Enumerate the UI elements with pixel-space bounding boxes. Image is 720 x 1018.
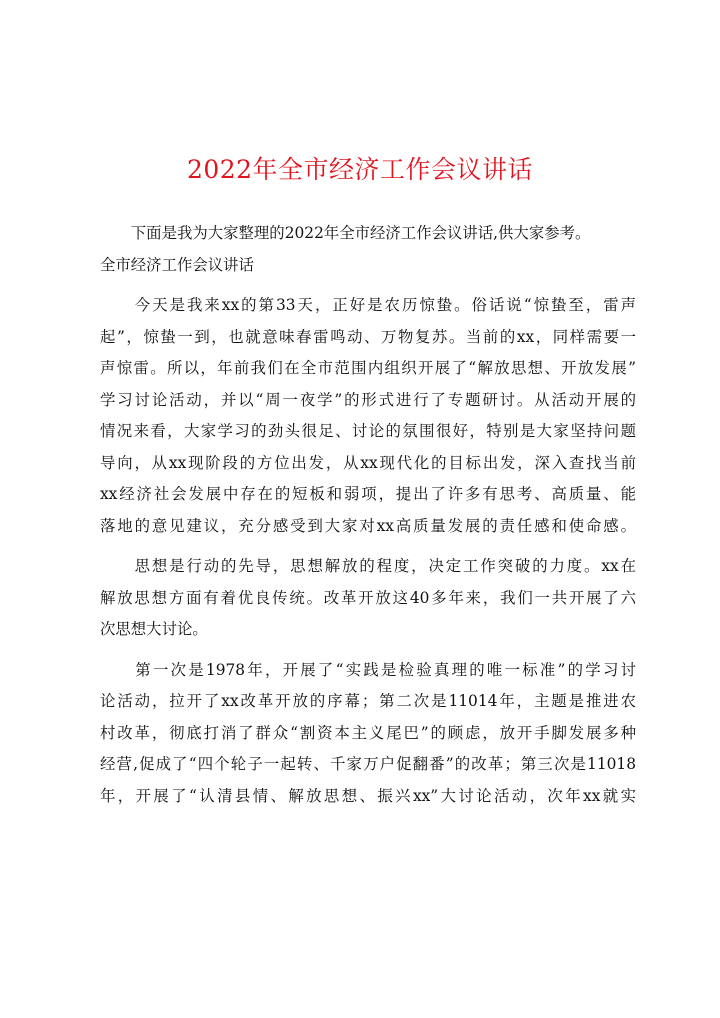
text-line: xx经济社会发展中存在的短板和弱项，提出了许多有思考、高质量、能 xyxy=(100,485,636,503)
text-line: 情况来看，大家学习的劲头很足、讨论的氛围很好，特别是大家坚持问题 xyxy=(100,422,636,440)
document-body xyxy=(100,218,636,812)
text-line: 次思想大讨论。 xyxy=(100,620,208,638)
text-line: 年，开展了“认清县情、解放思想、振兴xx”大讨论活动，次年xx就实 xyxy=(100,786,636,805)
text-line: 声惊雷。所以，年前我们在全市范围内组织开展了“解放思想、开放发展” xyxy=(100,359,636,377)
text-line: 第一次是1978年，开展了“实践是检验真理的唯一标准”的学习讨 xyxy=(100,660,636,679)
text-line: 学习讨论活动，并以“周一夜学”的形式进行了专题研讨。从活动开展的 xyxy=(100,390,636,409)
paragraph-gap xyxy=(100,281,636,290)
text-line: 经营,促成了“四个轮子一起转、千家万户促翻番”的改革；第三次是11018 xyxy=(100,755,636,773)
text-line: 全市经济工作会议讲话 xyxy=(100,255,254,274)
text-line: 起”，惊蛰一到，也就意味春雷鸣动、万物复苏。当前的xx，同样需要一 xyxy=(100,327,636,346)
text-line: 导向，从xx现阶段的方位出发，从xx现代化的目标出发，深入查找当前 xyxy=(100,453,636,472)
text-line: 思想是行动的先导，思想解放的程度，决定工作突破的力度。xx在 xyxy=(100,557,636,575)
text-line: 解放思想方面有着优良传统。改革开放这40多年来，我们一共开展了六 xyxy=(100,588,636,607)
text-line: 下面是我为大家整理的2022年全市经济工作会议讲话,供大家参考。 xyxy=(100,224,591,242)
text-line: 论活动，拉开了xx改革开放的序幕；第二次是11014年，主题是推进农 xyxy=(100,692,636,710)
text-line: 村改革，彻底打消了群众“割资本主义尾巴”的顾虑，放开手脚发展多种 xyxy=(100,723,636,742)
text-line: 落地的意见建议，充分感受到大家对xx高质量发展的责任感和使命感。 xyxy=(100,516,636,535)
text-line: 今天是我来xx的第33天，正好是农历惊蛰。俗话说“惊蛰至，雷声 xyxy=(100,296,636,314)
document-title: 2022年全市经济工作会议讲话 xyxy=(186,155,534,184)
paragraph-gap xyxy=(100,646,636,655)
paragraph-gap xyxy=(100,542,636,551)
